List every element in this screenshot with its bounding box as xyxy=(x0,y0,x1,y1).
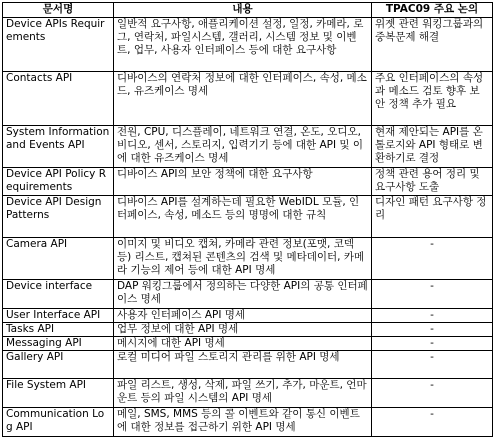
document-name-cell: Device API Policy Requirements xyxy=(3,168,114,196)
tpac-cell: 현재 제안되는 API를 온톨로지와 API 형태로 변환하기로 결정 xyxy=(372,126,493,168)
content-cell: 사용자 인터페이스 API 명세 xyxy=(114,309,372,323)
document-name-cell: Camera API xyxy=(3,238,114,280)
tpac-cell: - xyxy=(372,351,493,379)
document-name-cell: File System API xyxy=(3,379,114,408)
table-row xyxy=(3,196,493,238)
table-row xyxy=(3,351,493,379)
table-row xyxy=(3,72,493,126)
api-documents-table xyxy=(2,2,493,437)
table-row xyxy=(3,309,493,323)
tpac-cell: 주요 인터페이스의 속성과 메소드 검토 향후 보안 정책 추가 필요 xyxy=(372,72,493,126)
table-row xyxy=(3,280,493,309)
table-row xyxy=(3,238,493,280)
document-name-cell: User Interface API xyxy=(3,309,114,323)
content-cell: 디바이스 API의 보안 정책에 대한 요구사항 xyxy=(114,168,372,196)
content-cell: 로컬 미디어 파일 스토리지 관리를 위한 API 명세 xyxy=(114,351,372,379)
content-cell: 디바이스의 연락처 정보에 대한 인터페이스, 속성, 메소드, 유즈케이스 명세 xyxy=(114,72,372,126)
header-tpac-discussion: TPAC09 주요 논의 xyxy=(372,3,493,18)
document-name-cell: Device API Design Patterns xyxy=(3,196,114,238)
tpac-cell: - xyxy=(372,408,493,437)
tpac-cell: 위젯 관련 워킹그룹과의 중복문제 해결 xyxy=(372,18,493,72)
content-cell: 이미지 및 비디오 캡쳐, 카메라 관련 정보(포맷, 코덱 등) 리스트, 캡쳐된 콘텐츠의 검색 및 메타데이터, 카메라 기능의 제어 등에 대한 API 명세 xyxy=(114,238,372,280)
content-cell: 디바이스 API를 설계하는데 필요한 WebIDL 모듈, 인터페이스, 속성, 메소드 등의 명명에 대한 규칙 xyxy=(114,196,372,238)
content-cell: 메시지에 대한 API 명세 xyxy=(114,337,372,351)
table-row xyxy=(3,168,493,196)
header-document-name: 문서명 xyxy=(3,3,114,18)
header-content: 내용 xyxy=(114,3,372,18)
document-name-cell: Gallery API xyxy=(3,351,114,379)
tpac-cell: 정책 관련 용어 정리 및 요구사항 도출 xyxy=(372,168,493,196)
content-cell: 전원, CPU, 디스플레이, 네트워크 연결, 온도, 오디오, 비디오, 센서, 스토리지, 입력기기 등에 대한 API 및 이에 대한 유즈케이스 명세 xyxy=(114,126,372,168)
content-cell: 일반적 요구사항, 애플리케이션 설정, 일정, 카메라, 로그, 연락처, 파일시스템, 갤러리, 시스템 정보 및 이벤트, 업무, 사용자 인터페이스 등에 대한 요구사항 xyxy=(114,18,372,72)
document-name-cell: Tasks API xyxy=(3,323,114,337)
document-name-cell: Communication Log API xyxy=(3,408,114,437)
document-name-cell: System Information and Events API xyxy=(3,126,114,168)
tpac-cell: - xyxy=(372,280,493,309)
tpac-cell: - xyxy=(372,323,493,337)
tpac-cell: - xyxy=(372,379,493,408)
document-name-cell: Device APIs Requirements xyxy=(3,18,114,72)
tpac-cell: - xyxy=(372,238,493,280)
table-row xyxy=(3,408,493,437)
tpac-cell: - xyxy=(372,337,493,351)
document-name-cell: Device interface xyxy=(3,280,114,309)
table-row xyxy=(3,126,493,168)
content-cell: 파일 리스트, 생성, 삭제, 파일 쓰기, 추가, 마운트, 언마운트 등의 파일 시스템의 API 명세 xyxy=(114,379,372,408)
content-cell: 업무 정보에 대한 API 명세 xyxy=(114,323,372,337)
tpac-cell: - xyxy=(372,309,493,323)
table-row xyxy=(3,379,493,408)
document-name-cell: Messaging API xyxy=(3,337,114,351)
table-row xyxy=(3,18,493,72)
table-row xyxy=(3,337,493,351)
header-row xyxy=(3,3,493,18)
content-cell: 메일, SMS, MMS 등의 콜 이벤트와 같이 통신 이벤트에 대한 정보를 접근하기 위한 API 명세 xyxy=(114,408,372,437)
document-name-cell: Contacts API xyxy=(3,72,114,126)
content-cell: DAP 워킹그룹에서 정의하는 다양한 API의 공통 인터페이스 명세 xyxy=(114,280,372,309)
tpac-cell: 디자인 패턴 요구사항 정리 xyxy=(372,196,493,238)
table-row xyxy=(3,323,493,337)
